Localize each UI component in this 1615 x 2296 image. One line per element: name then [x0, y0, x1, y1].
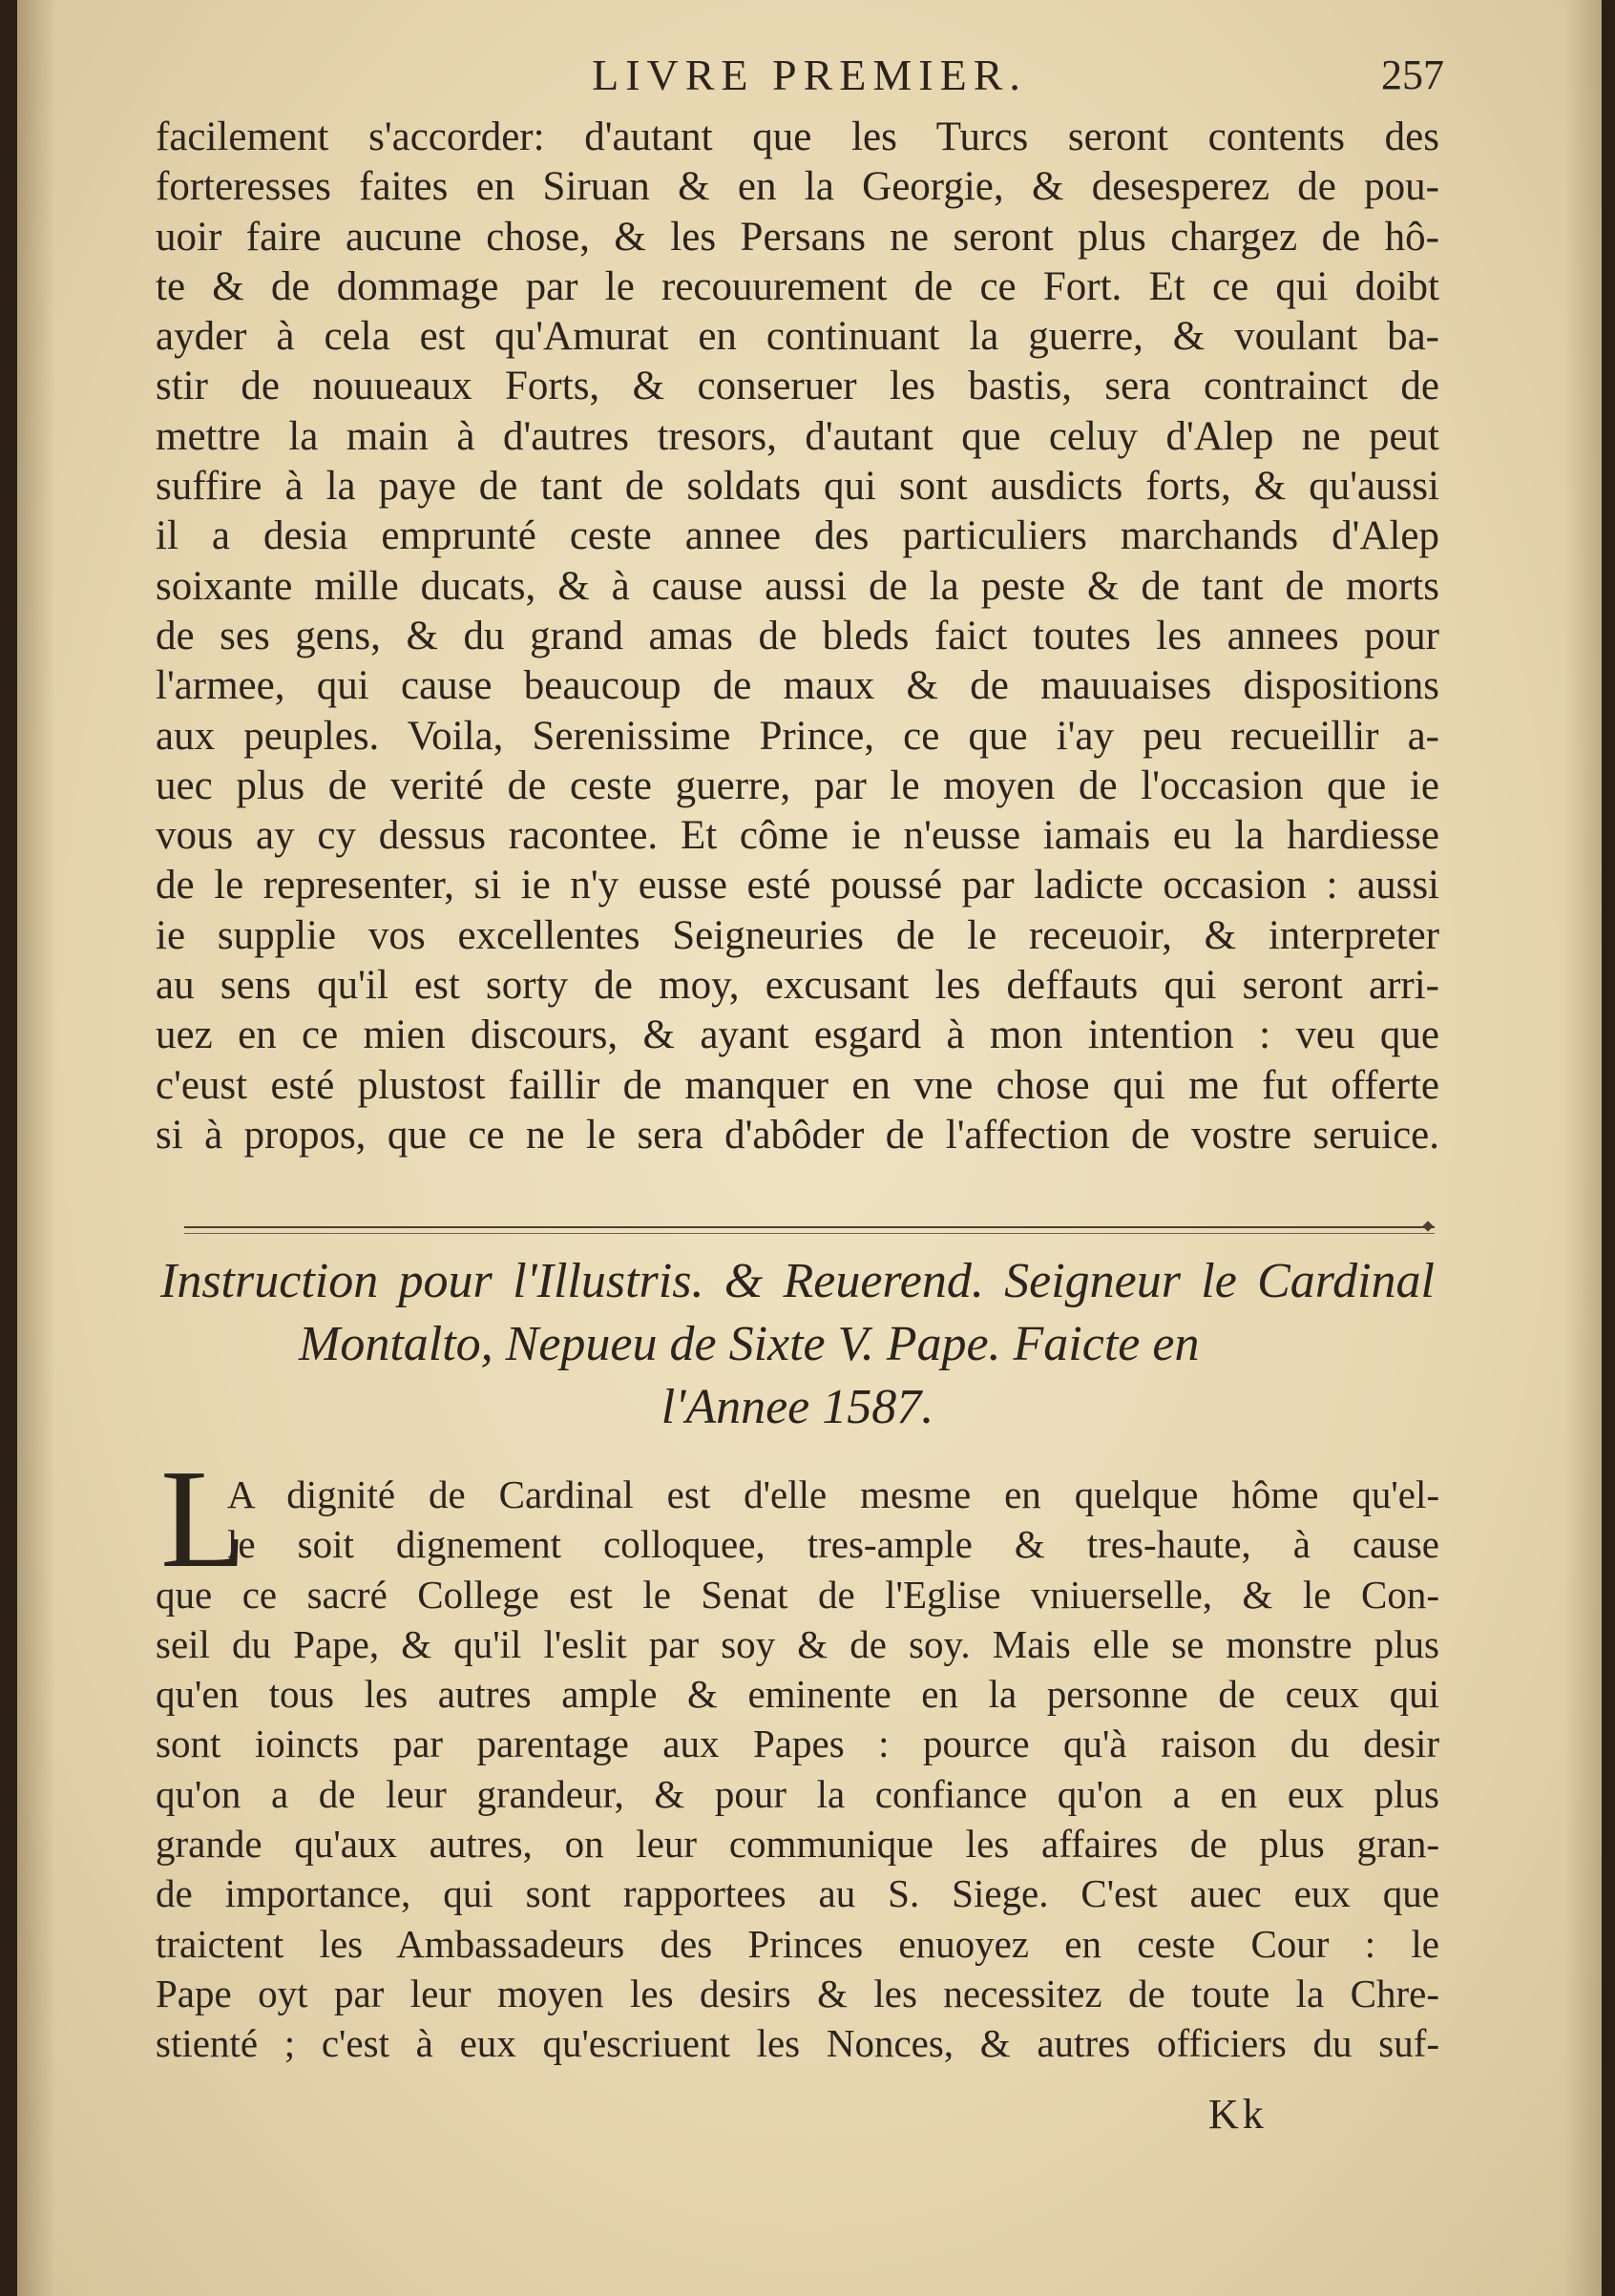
- text-line: de ses gens, & du grand amas de bleds faict toutes les annees pour: [156, 613, 1439, 658]
- section-title-line: Montalto, Nepueu de Sixte V. Pape. Faicte en: [299, 1317, 1200, 1371]
- text-line: le soit dignement colloquee, tres-ample & tres-haute, à cause: [227, 1522, 1439, 1567]
- book-page: [17, 0, 1602, 2296]
- text-line: de le representer, si ie n'y eusse esté poussé par ladicte occasion : aussi: [156, 863, 1439, 908]
- text-line: Pape oyt par leur moyen les desirs & les necessitez de toute la Chre-: [156, 1971, 1439, 2015]
- text-line: que ce sacré College est le Senat de l'Eglise vniuerselle, & le Con-: [156, 1572, 1439, 1617]
- text-line: seil du Pape, & qu'il l'eslit par soy & de soy. Mais elle se monstre plus: [156, 1621, 1439, 1666]
- text-line: au sens qu'il est sorty de moy, excusant les deffauts qui seront arri-: [156, 963, 1439, 1009]
- section-title: [160, 1250, 1435, 1439]
- text-line: ayder à cela est qu'Amurat en continuant la guerre, & voulant ba-: [156, 314, 1439, 360]
- body-text: [156, 113, 1439, 1160]
- page-edge-shadow: [1563, 0, 1602, 2296]
- text-line: uez en ce mien discours, & ayant esgard à mon intention : veu que: [156, 1012, 1439, 1058]
- text-line: l'armee, qui cause beaucoup de maux & de mauuaises dispositions: [156, 663, 1439, 709]
- text-line: suffire à la paye de tant de soldats qui sont ausdicts forts, & qu'aussi: [156, 464, 1439, 510]
- signature-mark: Kk: [1208, 2091, 1268, 2138]
- text-line: traictent les Ambassadeurs des Princes enuoyez en ceste Cour : le: [156, 1921, 1439, 1966]
- text-line: stir de nouueaux Forts, & conseruer les bastis, sera contrainct de: [156, 364, 1439, 409]
- text-line: A dignité de Cardinal est d'elle mesme en quelque hôme qu'el-: [227, 1472, 1439, 1516]
- running-head: [17, 42, 1602, 109]
- instruction-text: [156, 1470, 1439, 2069]
- text-line: te & de dommage par le recouurement de ce Fort. Et ce qui doibt: [156, 263, 1439, 309]
- text-line: c'eust esté plustost faillir de manquer en vne chose qui me fut offerte: [156, 1062, 1439, 1108]
- text-line: uoir faire aucune chose, & les Persans ne seront plus chargez de hô-: [156, 214, 1439, 260]
- text-line: qu'en tous les autres ample & eminente en la personne de ceux qui: [156, 1672, 1439, 1717]
- page-number: 257: [1381, 52, 1444, 98]
- text-line: qu'on a de leur grandeur, & pour la confiance qu'on a en eux plus: [156, 1771, 1439, 1816]
- text-line: si à propos, que ce ne le sera d'abôder de l'affection de vostre seruice.: [156, 1112, 1439, 1158]
- text-line: vous ay cy dessus racontee. Et côme ie n'eusse iamais eu la hardiesse: [156, 813, 1439, 859]
- text-line: il a desia emprunté ceste annee des particuliers marchands d'Alep: [156, 513, 1439, 559]
- text-line: soixante mille ducats, & à cause aussi de la peste & de tant de morts: [156, 563, 1439, 609]
- drop-cap-initial: L: [160, 1441, 247, 1597]
- text-line: uec plus de verité de ceste guerre, par le moyen de l'occasion que ie: [156, 762, 1439, 808]
- text-line: sont ioincts par parentage aux Papes : pource qu'à raison du desir: [156, 1722, 1439, 1766]
- running-head-title: LIVRE PREMIER.: [592, 51, 1027, 99]
- text-line: stienté ; c'est à eux qu'escriuent les Nonces, & autres officiers du suf-: [156, 2021, 1439, 2066]
- text-line: aux peuples. Voila, Serenissime Prince, ce que i'ay peu recueillir a-: [156, 713, 1439, 759]
- section-divider-rule: [184, 1226, 1435, 1234]
- page-gutter-shadow: [17, 0, 55, 2296]
- text-line: mettre la main à d'autres tresors, d'autant que celuy d'Alep ne peut: [156, 413, 1439, 459]
- section-title-line: l'Annee 1587.: [661, 1380, 934, 1434]
- text-line: grande qu'aux autres, on leur communique les affaires de plus gran-: [156, 1822, 1439, 1867]
- section-title-line: Instruction pour l'Illustris. & Reuerend. Seigneur le Cardinal: [160, 1254, 1435, 1308]
- text-line: ie supplie vos excellentes Seigneuries de le receuoir, & interpreter: [156, 912, 1439, 958]
- text-line: forteresses faites en Siruan & en la Georgie, & desesperez de pou-: [156, 164, 1439, 210]
- text-line: de importance, qui sont rapportees au S. Siege. C'est auec eux que: [156, 1871, 1439, 1916]
- text-line: facilement s'accorder: d'autant que les Turcs seront contents des: [156, 115, 1439, 159]
